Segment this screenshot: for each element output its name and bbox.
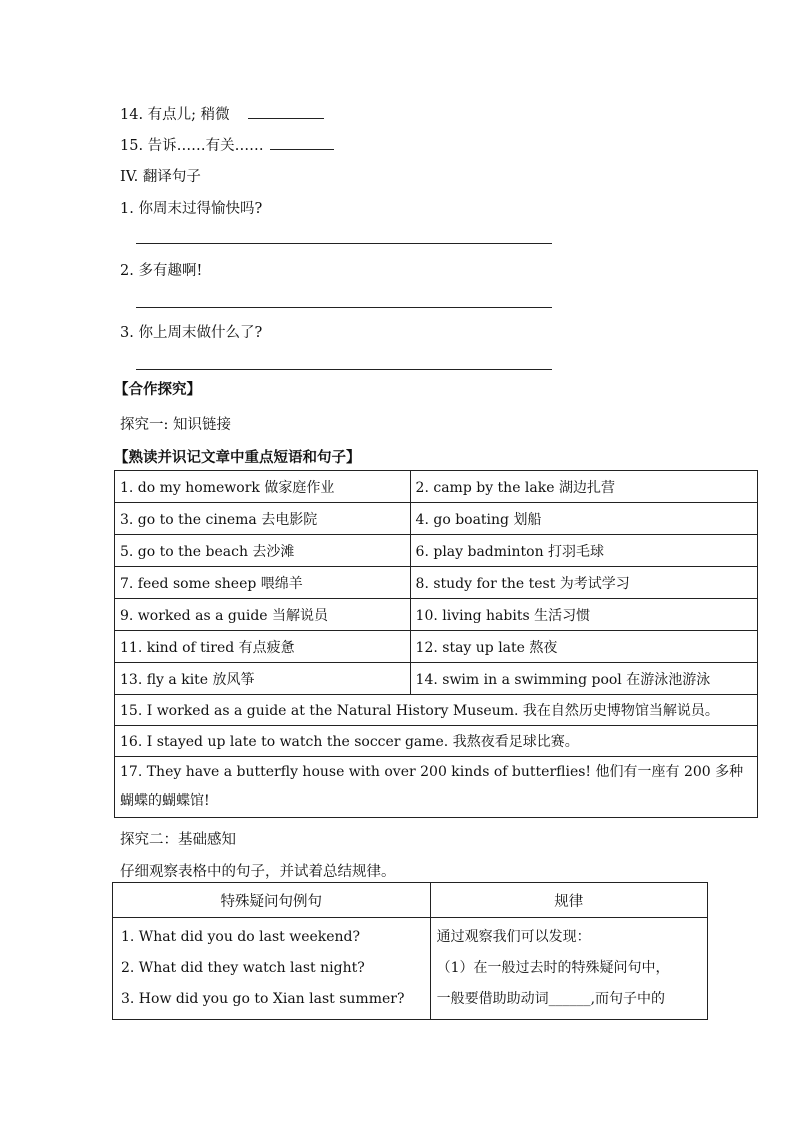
answer-line-1[interactable] <box>136 243 552 244</box>
translate-question-3: 3. 你上周末做什么了? <box>120 325 263 341</box>
phrase-cell: 4. go boating 划船 <box>410 503 757 535</box>
table-row <box>115 726 758 757</box>
translate-question-1: 1. 你周末过得愉快吗? <box>120 201 263 217</box>
vocab-item-14-text: 14. 有点儿; 稍微 <box>120 107 230 123</box>
explore2-heading: 探究二：基础感知 <box>120 832 236 848</box>
phrase-cell: 12. stay up late 熬夜 <box>410 631 757 663</box>
explore2-instruction: 仔细观察表格中的句子，并试着总结规律。 <box>120 864 396 880</box>
phrase-cell: 5. go to the beach 去沙滩 <box>115 535 411 567</box>
section-heading: IV. 翻译句子 <box>120 169 201 185</box>
phrase-cell: 13. fly a kite 放风筝 <box>115 663 411 695</box>
table-row <box>115 757 758 818</box>
phrase-cell: 9. worked as a guide 当解说员 <box>115 599 411 631</box>
examples-cell <box>113 918 431 1020</box>
phrases-subheading: 【熟读并识记文章中重点短语和句子】 <box>114 449 361 466</box>
rule-line: （1）在一般过去时的特殊疑问句中， <box>436 960 670 976</box>
sentence-cell: 17. They have a butterfly house with over 200 kinds of butterflies! 他们有一座有 200 多种蝴蝶的蝴蝶馆! <box>115 757 758 818</box>
example-sentence: 2. What did they watch last night? <box>121 960 365 976</box>
answer-line-2[interactable] <box>136 307 552 308</box>
phrases-table <box>114 470 758 818</box>
phrase-cell: 8. study for the test 为考试学习 <box>410 567 757 599</box>
phrase-cell: 2. camp by the lake 湖边扎营 <box>410 471 757 503</box>
column-header: 特殊疑问句例句 <box>113 883 431 918</box>
column-header: 规律 <box>430 883 707 918</box>
table-row <box>115 599 758 631</box>
phrase-cell: 14. swim in a swimming pool 在游泳池游泳 <box>410 663 757 695</box>
table-row <box>115 535 758 567</box>
table-row <box>115 631 758 663</box>
phrase-cell: 6. play badminton 打羽毛球 <box>410 535 757 567</box>
example-sentence: 3. How did you go to Xian last summer? <box>121 991 405 1007</box>
vocab-item-15 <box>120 134 334 155</box>
sentence-cell: 15. I worked as a guide at the Natural History Museum. 我在自然历史博物馆当解说员。 <box>115 695 758 726</box>
table-row <box>115 663 758 695</box>
table-row <box>113 918 708 1020</box>
answer-blank[interactable] <box>270 135 334 150</box>
rules-table <box>112 882 708 1020</box>
table-header-row <box>113 883 708 918</box>
phrase-cell: 7. feed some sheep 喂绵羊 <box>115 567 411 599</box>
phrase-cell: 3. go to the cinema 去电影院 <box>115 503 411 535</box>
vocab-item-14 <box>120 103 324 124</box>
answer-blank[interactable] <box>248 104 324 119</box>
explore1-heading: 探究一: 知识链接 <box>120 417 231 433</box>
translate-question-2: 2. 多有趣啊! <box>120 263 203 279</box>
table-row <box>115 567 758 599</box>
example-sentence: 1. What did you do last weekend? <box>121 929 361 945</box>
phrase-cell: 10. living habits 生活习惯 <box>410 599 757 631</box>
rules-cell <box>430 918 707 1020</box>
answer-line-3[interactable] <box>136 369 552 370</box>
vocab-item-15-text: 15. 告诉……有关…… <box>120 138 264 154</box>
rule-line: 通过观察我们可以发现： <box>436 929 591 945</box>
cooperate-heading: 【合作探究】 <box>114 381 201 398</box>
phrase-cell: 11. kind of tired 有点疲惫 <box>115 631 411 663</box>
phrase-cell: 1. do my homework 做家庭作业 <box>115 471 411 503</box>
rule-line: 一般要借助助动词______,而句子中的 <box>436 991 666 1007</box>
table-row <box>115 503 758 535</box>
sentence-cell: 16. I stayed up late to watch the soccer game. 我熬夜看足球比赛。 <box>115 726 758 757</box>
table-row <box>115 695 758 726</box>
table-row <box>115 471 758 503</box>
